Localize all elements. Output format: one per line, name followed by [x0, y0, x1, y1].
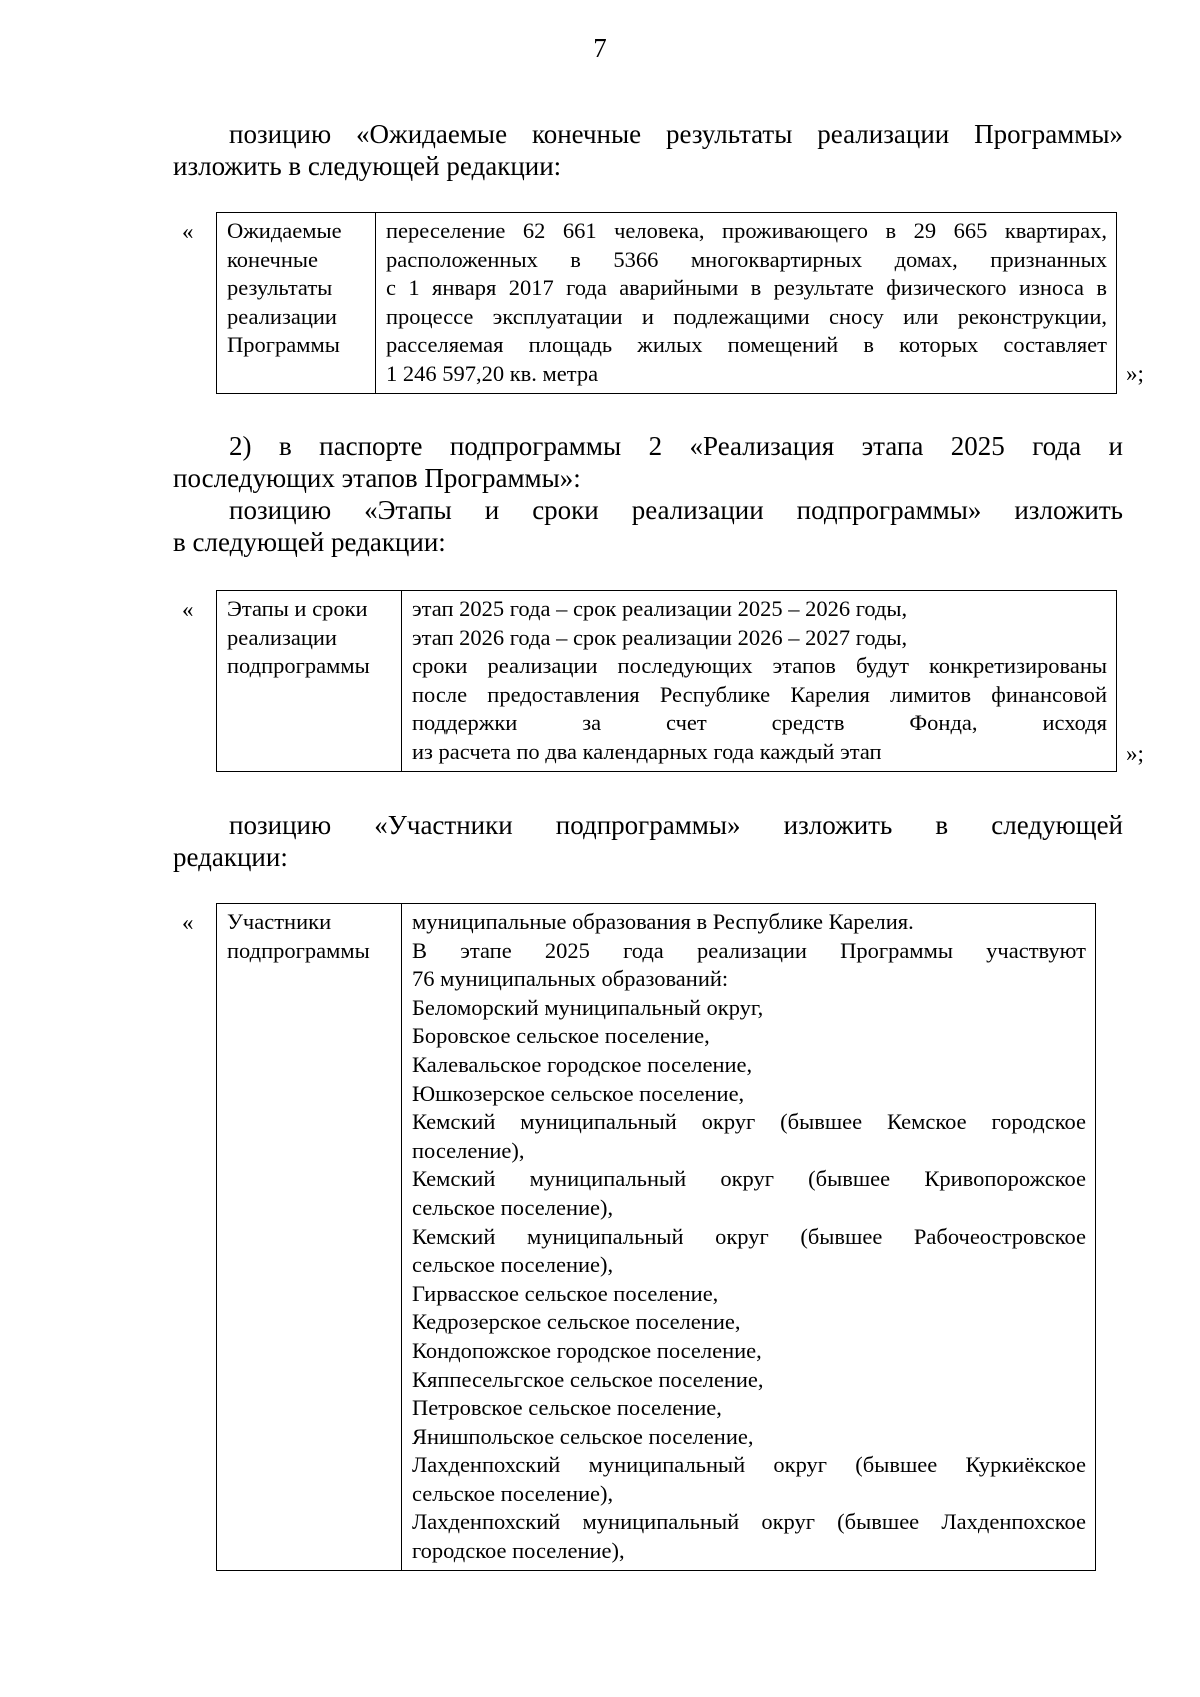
section3-label-line: Участники: [227, 909, 332, 934]
section3-value-line: Гирвасское сельское поселение,: [412, 1280, 719, 1306]
section1-value-cell: [376, 213, 1117, 394]
section1-intro-line1: позицию «Ожидаемые конечные результаты реализации Программы»: [229, 119, 1123, 149]
section2-intro-line2: в следующей редакции:: [173, 527, 446, 557]
section3-value-line: Кяппесельгское сельское поселение,: [412, 1366, 764, 1392]
section3-label-line: подпрограммы: [227, 937, 370, 963]
section3-value-line: Петровское сельское поселение,: [412, 1395, 722, 1421]
section1-value-line: расположенных в 5366 многоквартирных домах, признанных: [386, 246, 1107, 272]
section2-value-line: этап 2025 года – срок реализации 2025 – 2026 годы,: [412, 596, 908, 621]
section1-label-line: Ожидаемые: [227, 218, 342, 243]
section1-value-line: процессе эксплуатации и подлежащими сносу или реконструкции,: [386, 303, 1107, 329]
section3-value-line: Кемский муниципальный округ (бывшее Кемское городское: [412, 1109, 1086, 1135]
section1-intro-line2: изложить в следующей редакции:: [173, 151, 562, 181]
section1-value-line: переселение 62 661 человека, проживающего в 29 665 квартирах,: [386, 218, 1107, 243]
section2-item: [173, 430, 1123, 558]
section2-value-line: поддержки за счет средств Фонда, исходя: [412, 710, 1107, 736]
section1-label-line: Программы: [227, 332, 340, 358]
section1-label-cell: [217, 213, 376, 394]
section3-value-line: муниципальные образования в Республике Карелия.: [412, 909, 914, 934]
section3-value-line: Лахденпохский муниципальный округ (бывшее Куркиёкское: [412, 1452, 1086, 1478]
section3-position-table: [216, 903, 1096, 1571]
section2-value-line: этап 2026 года – срок реализации 2026 – 2027 годы,: [412, 624, 908, 650]
section3-value-line: 76 муниципальных образований:: [412, 966, 729, 992]
section2-value-cell: [402, 591, 1117, 772]
section3-value-line: Кемский муниципальный округ (бывшее Кривопорожское: [412, 1166, 1086, 1192]
section2-label-line: Этапы и сроки: [227, 596, 368, 621]
section1-value-line: с 1 января 2017 года аварийными в результате физического износа в: [386, 275, 1107, 301]
section2-intro-line1: позицию «Этапы и сроки реализации подпрограммы» изложить: [229, 495, 1123, 525]
section1-label-line: конечные: [227, 246, 318, 272]
section2-value-line: после предоставления Республике Карелия лимитов финансовой: [412, 681, 1107, 707]
section2-label-line: подпрограммы: [227, 653, 370, 679]
section3-value-line: поселение),: [412, 1137, 525, 1163]
section1-position-table: [216, 212, 1117, 394]
section2-item-line1: 2) в паспорте подпрограммы 2 «Реализация этапа 2025 года и: [229, 431, 1123, 461]
section3-quote-open: «: [182, 910, 194, 935]
section3-value-line: сельское поселение),: [412, 1194, 614, 1220]
section3-value-cell: [402, 904, 1096, 1571]
section3-intro-line1: позицию «Участники подпрограммы» изложить в следующей: [229, 810, 1123, 840]
section3-value-line: городское поселение),: [412, 1538, 625, 1564]
section3-value-line: Юшкозерское сельское поселение,: [412, 1080, 745, 1106]
section3-value-line: Беломорский муниципальный округ,: [412, 994, 764, 1020]
section1-quote-close: »;: [1126, 361, 1144, 386]
section3-value-line: Кемский муниципальный округ (бывшее Рабочеостровское: [412, 1223, 1086, 1249]
section2-item-line2: последующих этапов Программы»:: [173, 463, 581, 493]
page-number: 7: [593, 33, 607, 63]
section3-label-cell: [217, 904, 402, 1571]
section2-quote-open: «: [182, 597, 194, 622]
section3-intro-line2: редакции:: [173, 842, 288, 872]
section3-value-line: сельское поселение),: [412, 1480, 614, 1506]
section3-value-line: сельское поселение),: [412, 1252, 614, 1278]
section1-value-line: расселяемая площадь жилых помещений в которых составляет: [386, 332, 1107, 358]
section3-intro: [173, 809, 1123, 873]
section1-value-line: 1 246 597,20 кв. метра: [386, 360, 599, 386]
section2-label-cell: [217, 591, 402, 772]
section1-label-line: реализации: [227, 303, 337, 329]
section1-quote-open: «: [182, 219, 194, 244]
section3-value-line: Кедрозерское сельское поселение,: [412, 1309, 741, 1335]
section1-intro: [173, 118, 1123, 182]
section3-value-line: Кондопожское городское поселение,: [412, 1337, 762, 1363]
section2-quote-close: »;: [1126, 741, 1144, 766]
section2-value-line: из расчета по два календарных года каждый этап: [412, 738, 882, 764]
section2-position-table: [216, 590, 1117, 772]
section2-value-line: сроки реализации последующих этапов будут конкретизированы: [412, 653, 1107, 679]
section3-value-line: Янишпольское сельское поселение,: [412, 1423, 754, 1449]
section1-label-line: результаты: [227, 275, 333, 301]
section3-value-line: Боровское сельское поселение,: [412, 1023, 710, 1049]
section3-value-line: В этапе 2025 года реализации Программы участвуют: [412, 937, 1086, 963]
section3-value-line: Лахденпохский муниципальный округ (бывшее Лахденпохское: [412, 1509, 1086, 1535]
section3-value-line: Калевальское городское поселение,: [412, 1051, 753, 1077]
section2-label-line: реализации: [227, 624, 337, 650]
